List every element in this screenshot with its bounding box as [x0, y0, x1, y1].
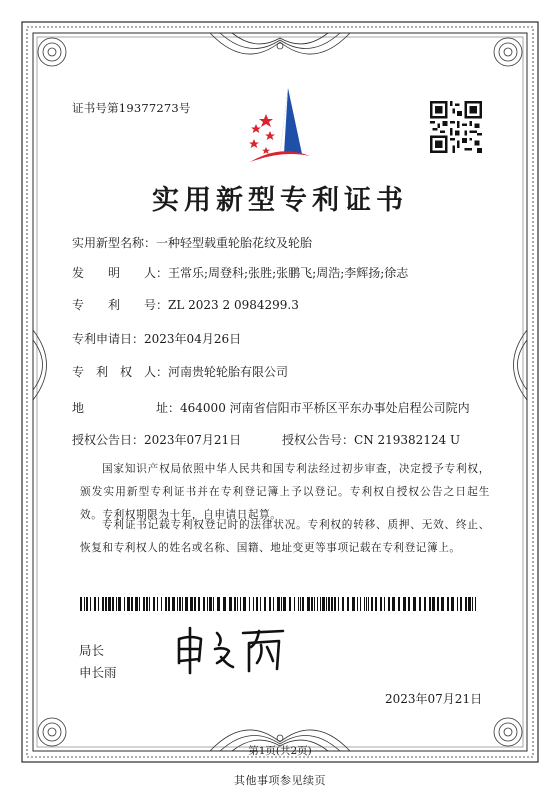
footer-note: 其他事项参见续页 — [234, 774, 326, 787]
grant-number-label: 授权公告号： — [282, 433, 355, 447]
inventor-field — [72, 265, 408, 281]
utility-model-name-field — [72, 235, 312, 251]
inventor-value: 王常乐;周登科;张胜;张鹏飞;周浩;李辉扬;徐志 — [168, 266, 409, 280]
utility-model-name-label: 实用新型名称： — [72, 236, 157, 250]
director-name: 申长雨 — [79, 665, 117, 680]
address-value: 464000 河南省信阳市平桥区平东办事处启程公司院内 — [180, 401, 470, 415]
legal-status-paragraph: 专利证书记载专利权登记时的法律状况。专利权的转移、质押、无效、终止、恢复和专利权人的姓名或名称、国籍、地址变更等事项记载在专利登记簿上。 — [80, 519, 490, 554]
inventor-label: 发 明 人： — [72, 266, 169, 280]
application-date-field — [72, 331, 241, 347]
application-date-value: 2023年04月26日 — [144, 332, 242, 346]
certificate-number: 证书号第19377273号 — [72, 101, 191, 115]
patentee-label: 专 利 权 人： — [72, 365, 169, 379]
director-title: 局长 — [79, 643, 105, 658]
utility-model-name-value: 一种轻型载重轮胎花纹及轮胎 — [156, 236, 313, 250]
grant-statement-paragraph: 国家知识产权局依照中华人民共和国专利法经过初步审查，决定授予专利权，颁发实用新型专利证书并在专利登记簿上予以登记。专利权自授权公告之日起生效。专利权期限为十年，自申请日起算。 — [80, 463, 490, 521]
application-date-label: 专利申请日： — [72, 332, 145, 346]
grant-date-field — [72, 432, 241, 448]
director-signature — [175, 625, 295, 675]
address-field — [72, 400, 470, 416]
sign-date: 2023年07月21日 — [385, 692, 483, 706]
address-label: 地 址： — [72, 401, 181, 415]
grant-date-value: 2023年07月21日 — [144, 433, 242, 447]
patent-number-label: 专 利 号： — [72, 298, 169, 312]
certificate-title: 实用新型专利证书 — [152, 185, 408, 216]
patent-number-value: ZL 2023 2 0984299.3 — [168, 298, 299, 312]
page-number: 第1页(共2页) — [248, 745, 312, 757]
patent-number-field — [72, 297, 299, 313]
cnipa-logo — [240, 84, 320, 169]
barcode — [80, 597, 480, 611]
grant-number-value: CN 219382124 U — [354, 433, 461, 447]
patentee-field — [72, 364, 288, 380]
patentee-value: 河南贵轮轮胎有限公司 — [168, 365, 289, 379]
grant-date-label: 授权公告日： — [72, 433, 145, 447]
qr-code — [430, 101, 482, 153]
grant-number-field — [282, 432, 460, 448]
